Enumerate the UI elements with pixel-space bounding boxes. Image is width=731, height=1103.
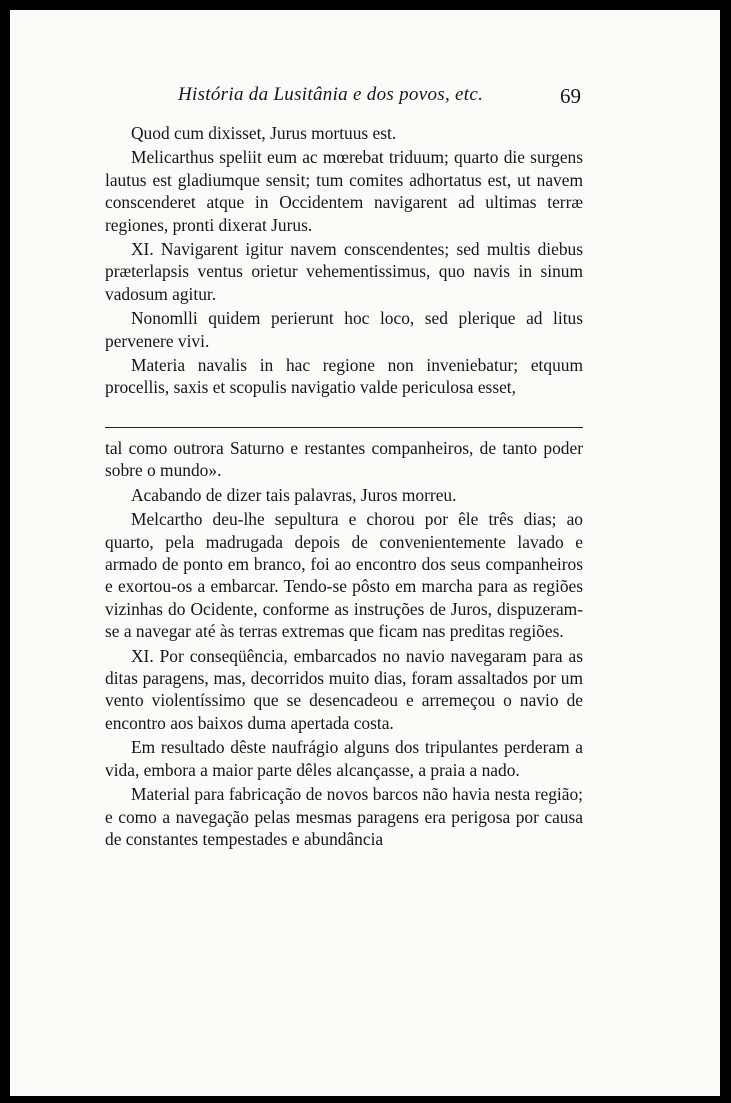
latin-paragraph: Melicarthus speliit eum ac mœrebat triduum; quarto die surgens lautus est gladiumque sensit; tum comites adhortatus est, ut navem conscenderet atque in Occidentem navigarent ad ultimas terræ regiones, pronti dixerat Jurus. <box>105 147 583 235</box>
book-page <box>10 10 720 1096</box>
portuguese-paragraph: Em resultado dêste naufrágio alguns dos tripulantes perderam a vida, embora a maior parte dêles alcançasse, a praia a nado. <box>105 737 583 780</box>
portuguese-paragraph: Material para fabricação de novos barcos não havia nesta região; e como a navegação pelas mesmas paragens era perigosa por causa de constantes tempestades e abundância <box>105 784 583 849</box>
portuguese-paragraph: Melcartho deu-lhe sepultura e chorou por êle três dias; ao quarto, pela madrugada depois de convenientemente lavado e armado de ponto em branco, foi ao encontro dos seus companheiros e exortou-os a embarcar. Tendo-se pôsto em marcha para as regiões vizinhas do Ocidente, conforme as instruções de Juros, dispuzeram-se a navegar até às terras extremas que ficam nas preditas regiões. <box>105 509 583 642</box>
latin-paragraph: Nonomlli quidem perierunt hoc loco, sed plerique ad litus pervenere vivi. <box>105 308 583 351</box>
portuguese-paragraph: Acabando de dizer tais palavras, Juros morreu. <box>131 484 457 505</box>
latin-text <box>105 122 583 401</box>
latin-paragraph: Materia navalis in hac regione non inveniebatur; etquum procellis, saxis et scopulis navigatio valde periculosa esset, <box>105 355 583 398</box>
latin-paragraph: XI. Navigarent igitur navem conscendentes; sed multis diebus præterlapsis ventus orietur vehementissimus, quo navis in sinum vadosum agitur. <box>105 239 583 304</box>
running-title: História da Lusitânia e dos povos, etc. <box>178 84 484 105</box>
latin-paragraph: Quod cum dixisset, Jurus mortuus est. <box>131 123 397 143</box>
page-number: 69 <box>560 84 581 108</box>
running-header <box>10 84 720 114</box>
text-divider <box>105 427 583 428</box>
portuguese-paragraph: tal como outrora Saturno e restantes companheiros, de tanto poder sobre o mundo». <box>105 438 583 481</box>
portuguese-paragraph: XI. Por conseqüência, embarcados no navio navegaram para as ditas paragens, mas, decorridos muito dias, foram assaltados por um vento violentíssimo que se desencadeou e arremeçou o navio de encontro aos baixos duma apertada costa. <box>105 645 583 733</box>
portuguese-text <box>105 437 583 852</box>
